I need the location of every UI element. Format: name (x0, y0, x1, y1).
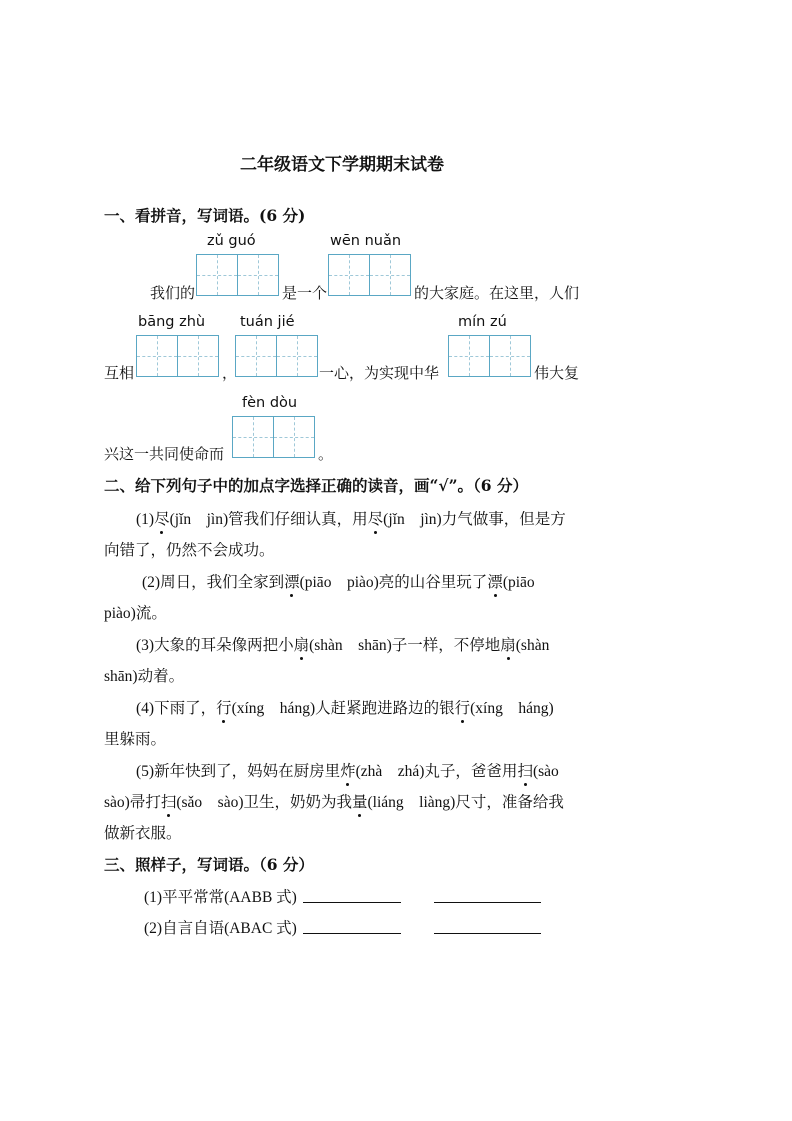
q5-line1: (5)新年快到了，妈妈在厨房里炸(zhà zhá)丸子，爸爸用扫(sào (136, 759, 559, 781)
section3-heading: 三、照样子，写词语。（6 分） (104, 855, 314, 874)
pinyin-bangzhu: bāng zhù (138, 314, 206, 330)
q3-line2: shān)动着。 (104, 668, 185, 685)
q1-line2: 向错了，仍然不会成功。 (104, 542, 275, 559)
q5-line3: 做新衣服。 (104, 825, 182, 842)
s3-item2-blank2[interactable] (434, 932, 541, 934)
line2-text-a: 互相 (104, 364, 135, 382)
section2-heading: 二、给下列句子中的加点字选择正确的读音，画“√”。（6 分） (104, 476, 528, 495)
pinyin-minzu: mín zú (458, 314, 507, 330)
q1-line1: (1)尽(jǐn jìn)管我们仔细认真，用尽(jǐn jìn)力气做事，但是方 (136, 507, 566, 529)
s3-item2-label: (2)自言自语(ABAC 式) (144, 920, 297, 937)
s3-item1-blank2[interactable] (434, 901, 541, 903)
pinyin-wennuan: wēn nuǎn (330, 233, 402, 249)
s3-item1-label: (1)平平常常(AABB 式) (144, 889, 297, 906)
q2-line2: piào)流。 (104, 605, 167, 622)
q5-line2: sào)帚打扫(sǎo sào)卫生，奶奶为我量(liáng liàng)尺寸，准备给我 (104, 790, 564, 812)
line1-text-a: 我们的 (150, 284, 196, 302)
line3-text-b: 。 (318, 445, 334, 463)
q3-line1: (3)大象的耳朵像两把小扇(shàn shān)子一样，不停地扇(shàn (136, 633, 549, 655)
line2-text-b: ， (222, 364, 238, 382)
grid-fendou[interactable] (232, 416, 315, 458)
line1-text-c: 的大家庭。在这里，人们 (414, 284, 580, 302)
grid-tuanjie[interactable] (235, 335, 318, 377)
line2-text-c: 一心，为实现中华 (319, 364, 440, 382)
grid-zuguo[interactable] (196, 254, 279, 296)
line1-text-b: 是一个 (282, 284, 328, 302)
pinyin-zuguo: zǔ guó (207, 233, 256, 249)
pinyin-fendou: fèn dòu (242, 395, 298, 411)
s3-item1-blank1[interactable] (303, 901, 401, 903)
grid-minzu[interactable] (448, 335, 531, 377)
page-title: 二年级语文下学期期末试卷 (240, 155, 444, 175)
q2-line1: (2)周日，我们全家到漂(piāo piào)亮的山谷里玩了漂(piāo (142, 570, 535, 592)
line2-text-d: 伟大复 (534, 364, 580, 382)
grid-wennuan[interactable] (328, 254, 411, 296)
line3-text-a: 兴这一共同使命而 (104, 445, 225, 463)
q4-line1: (4)下雨了，行(xíng háng)人赶紧跑进路边的银行(xíng háng) (136, 696, 554, 718)
q4-line2: 里躲雨。 (104, 731, 167, 748)
section1-heading: 一、看拼音，写词语。(6 分) (104, 206, 306, 225)
s3-item2-blank1[interactable] (303, 932, 401, 934)
grid-bangzhu[interactable] (136, 335, 219, 377)
pinyin-tuanjie: tuán jié (240, 314, 295, 330)
